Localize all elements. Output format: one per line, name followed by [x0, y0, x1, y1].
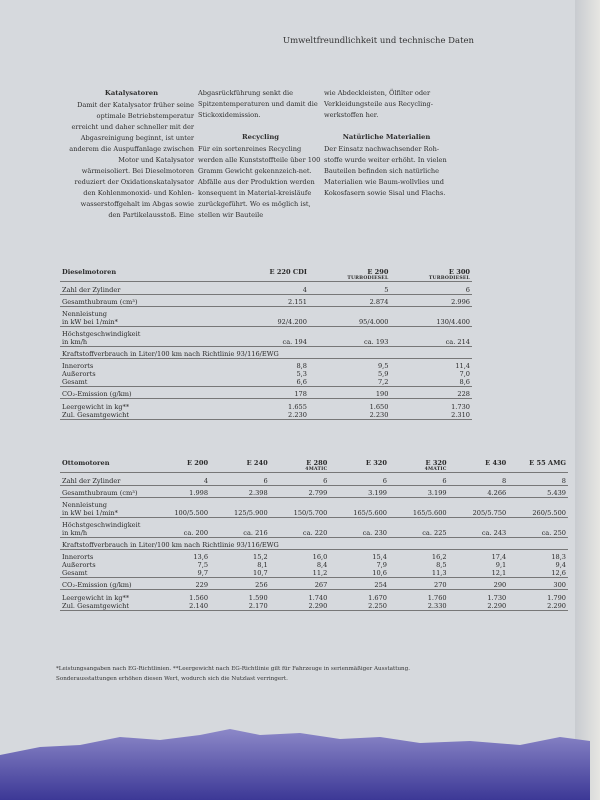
table-cell: 16,2 [431, 553, 447, 561]
row-label [60, 298, 228, 307]
consumption-heading-row [60, 350, 472, 359]
model-subtitle: TURBODIESEL [428, 276, 470, 281]
consumption-row [60, 553, 568, 561]
row-label-text: Nennleistung [62, 501, 108, 509]
table-cell: 10,7 [210, 569, 270, 578]
table-cell: 11,3 [389, 569, 449, 578]
intro-column-2 [198, 88, 323, 232]
row-label: Leergewicht in kg** [62, 594, 130, 602]
row-label-sub: in km/h [62, 529, 88, 537]
row-label-text: Nennleistung [62, 310, 108, 318]
table-cell: 11,4 [455, 362, 470, 370]
table-cell: 7,9 [376, 561, 387, 569]
consumption-label: Kraftstoffverbrauch in Liter/100 km nach Richtlinie 93/116/EWG [60, 350, 472, 359]
table-cell: 2.151 [228, 298, 309, 307]
model-name: E 300 [448, 268, 470, 276]
table-cell: 260/5.500 [508, 501, 568, 518]
table-cell: 3.199 [329, 489, 389, 498]
table-cell: 8,4 [316, 561, 328, 569]
model-name: E 240 [246, 459, 268, 467]
model-name: E 220 CDI [269, 268, 307, 276]
table-cell: 267 [270, 581, 330, 590]
table-cell: 12,1 [449, 569, 509, 578]
row-label: Leergewicht in kg** [62, 403, 130, 411]
row-label-text: Gesamthubraum (cm³) [62, 298, 138, 306]
table-cell: 1.650 [369, 403, 389, 411]
table-cell: 1.590 [248, 594, 268, 602]
consumption-row [60, 362, 472, 370]
row-label-text: Höchstgeschwindigkeit [62, 330, 141, 338]
row-label-text: Zahl der Zylinder [62, 286, 121, 294]
table-title: Dieselmotoren [60, 268, 228, 282]
table-title: Ottomotoren [60, 459, 150, 473]
table-cell: 6 [210, 477, 270, 486]
table-cell: 3.199 [389, 489, 449, 498]
table-row [60, 501, 568, 518]
table-cell: 229 [150, 581, 210, 590]
row-label [60, 521, 150, 538]
table-cell: 2.290 [508, 602, 568, 611]
table-cell: 190 [309, 390, 391, 399]
table-cell: ca. 230 [329, 521, 389, 538]
model-header [228, 268, 309, 282]
table-row [60, 298, 472, 307]
table-cell: 2.250 [329, 602, 389, 611]
table-cell: 15,4 [372, 553, 387, 561]
table-cell: 2.799 [270, 489, 330, 498]
model-header [309, 268, 391, 282]
table-cell: 6 [389, 477, 449, 486]
row-label-sub: in kW bei 1/min* [62, 318, 118, 326]
table-cell: 16,0 [312, 553, 328, 561]
table-cell: 2.310 [390, 411, 472, 420]
table-cell: 1.730 [487, 594, 507, 602]
model-name: E 430 [485, 459, 507, 467]
text-materialien: Der Einsatz nachwachsender Roh-stoffe wurde weiter erhöht. In vielen Bauteilen befinden sich natürliche Materialien wie Baum-wollvlies und Kokosfasern sowie Sisal und Flachs. [324, 145, 447, 197]
table-cell: 9,5 [377, 362, 389, 370]
model-header [270, 459, 330, 473]
table-cell: 10,6 [329, 569, 389, 578]
intro-column-3 [324, 88, 449, 210]
table-cell: 2.290 [449, 602, 509, 611]
table-cell: 1.760 [427, 594, 447, 602]
gross-weight-row [60, 602, 568, 611]
table-cell: 1.998 [150, 489, 210, 498]
table-cell: 15,2 [253, 553, 268, 561]
table-cell: 130/4.400 [390, 310, 472, 327]
table-cell: 8 [508, 477, 568, 486]
otto-table [60, 459, 568, 611]
model-name: E 55 AMG [529, 459, 566, 467]
row-label: Innerorts [62, 362, 94, 370]
model-header [329, 459, 389, 473]
model-name: E 280 [306, 459, 328, 467]
intro-column-1 [69, 88, 194, 232]
table-cell: 8,5 [436, 561, 447, 569]
table-cell: 178 [228, 390, 309, 399]
table-cell: 95/4.000 [309, 310, 391, 327]
table-cell: 1.670 [368, 594, 387, 602]
table-cell: 2.996 [390, 298, 472, 307]
model-subtitle: 4MATIC [305, 467, 328, 472]
mountain-illustration [0, 715, 590, 800]
row-label [60, 286, 228, 295]
table-cell: 8,1 [257, 561, 268, 569]
row-label-sub: in kW bei 1/min* [62, 509, 118, 517]
model-subtitle: TURBODIESEL [347, 276, 389, 281]
table-cell: 8,8 [296, 362, 307, 370]
table-cell: 2.230 [228, 411, 309, 420]
row-label: Außerorts [62, 370, 96, 378]
table-cell: 12,6 [508, 569, 568, 578]
text-recycling: Für ein sortenreines Recycling werden alle Kunststoffteile über 100 Gramm Gewicht gekennzeich-net. Abfälle aus der Produktion werden konsequent in Material-kreisläufe zurückgeführt. Wo es möglich ist, stellen wir Bauteile [198, 145, 321, 219]
table-cell: 1.730 [451, 403, 470, 411]
row-label: CO₂-Emission (g/km) [60, 390, 228, 399]
row-label: Gesamt [60, 569, 150, 578]
table-cell: 7,5 [197, 561, 209, 569]
consumption-row [60, 561, 568, 569]
row-label-text: Gesamthubraum (cm³) [62, 489, 138, 497]
text-verkleidung: wie Abdeckleisten, Ölfilter oder Verkleidungsteile aus Recycling-werkstoffen her. [324, 89, 433, 119]
row-label: Zul. Gesamtgewicht [60, 411, 228, 420]
model-name: E 290 [367, 268, 389, 276]
table-cell: 254 [329, 581, 389, 590]
gross-weight-row [60, 411, 472, 420]
table-cell: ca. 194 [228, 330, 309, 347]
table-cell: 8 [449, 477, 509, 486]
row-label: Außerorts [62, 561, 96, 569]
table-cell: ca. 250 [508, 521, 568, 538]
consumption-row [60, 569, 568, 578]
table-cell: 17,4 [491, 553, 507, 561]
consumption-heading-row [60, 541, 568, 550]
table-cell: 165/5.600 [389, 501, 449, 518]
table-cell: 2.290 [270, 602, 330, 611]
heading-materialien: Natürliche Materialien [342, 133, 431, 141]
row-label-text: Höchstgeschwindigkeit [62, 521, 141, 529]
table-cell: 6 [329, 477, 389, 486]
consumption-row [60, 370, 472, 378]
table-row [60, 521, 568, 538]
table-cell: 100/5.500 [150, 501, 210, 518]
table-cell: 2.398 [210, 489, 270, 498]
table-cell: 9,1 [495, 561, 507, 569]
table-cell: 9,4 [555, 561, 566, 569]
table-header-row [60, 268, 472, 282]
table-cell: 4.266 [449, 489, 509, 498]
model-name: E 320 [425, 459, 447, 467]
table-cell: ca. 193 [309, 330, 391, 347]
table-cell: 2.230 [309, 411, 391, 420]
table-cell: ca. 225 [389, 521, 449, 538]
text-abgas: Abgasrückführung senkt die Spitzentemperaturen und damit die Stickoxidemission. [198, 89, 318, 119]
table-cell: 6 [270, 477, 330, 486]
table-cell: ca. 243 [449, 521, 509, 538]
row-label-text: Zahl der Zylinder [62, 477, 121, 485]
model-header [449, 459, 509, 473]
model-header [390, 268, 472, 282]
table-cell: 150/5.700 [270, 501, 330, 518]
table-cell: 9,7 [150, 569, 210, 578]
table-header-row [60, 459, 568, 473]
table-cell: 18,3 [551, 553, 566, 561]
text-katalysatoren: Damit der Katalysator früher seine optimale Betriebstemperatur erreicht und daher schneller mit der Abgasreinigung beginnt, ist unter anderem die Auspuffanlage zwischen Motor und Katalysator wärmeisoliert. Bei Dieselmotoren reduziert der Oxidationskatalysator den Kohlenmonoxid- und Kohlen-wasserstoffgehalt im Abgas sowie den Partikelausstoß. Eine [69, 101, 194, 219]
table-cell: 92/4.200 [228, 310, 309, 327]
table-row [60, 330, 472, 347]
table-row [60, 286, 472, 295]
table-cell: ca. 216 [210, 521, 270, 538]
table-cell: 4 [228, 286, 309, 295]
table-cell: 205/5.750 [449, 501, 509, 518]
table-cell: 7,0 [459, 370, 470, 378]
table-cell: 4 [150, 477, 210, 486]
model-header [508, 459, 568, 473]
table-cell: 6 [390, 286, 472, 295]
co2-row [60, 390, 472, 399]
table-cell: 1.655 [288, 403, 307, 411]
consumption-row [60, 378, 472, 387]
table-row [60, 310, 472, 327]
table-cell: 256 [210, 581, 270, 590]
table-cell: 5 [309, 286, 391, 295]
row-label [60, 477, 150, 486]
table-cell: 1.560 [189, 594, 209, 602]
table-cell: ca. 220 [270, 521, 330, 538]
row-label: Gesamt [60, 378, 228, 387]
weight-row [60, 403, 472, 411]
model-header [210, 459, 270, 473]
model-header [389, 459, 449, 473]
row-label [60, 310, 228, 327]
table-cell: 1.740 [308, 594, 328, 602]
heading-recycling: Recycling [241, 133, 280, 141]
heading-katalysatoren: Katalysatoren [104, 89, 159, 97]
table-cell: 5,9 [377, 370, 389, 378]
table-cell: 11,2 [270, 569, 330, 578]
table-cell: 8,6 [390, 378, 472, 387]
table-cell: 2.140 [150, 602, 210, 611]
row-label: Zul. Gesamtgewicht [60, 602, 150, 611]
row-label: CO₂-Emission (g/km) [60, 581, 150, 590]
page-edge [575, 0, 600, 800]
table-row [60, 477, 568, 486]
table-cell: 2.330 [389, 602, 449, 611]
table-cell: 270 [389, 581, 449, 590]
footnote-line-2: Sonderausstattungen erhöhen diesen Wert, wodurch sich die Nutzlast verringert. [56, 676, 288, 682]
table-cell: 7,2 [309, 378, 391, 387]
table-cell: 2.170 [210, 602, 270, 611]
table-cell: ca. 200 [150, 521, 210, 538]
weight-row [60, 594, 568, 602]
table-cell: 2.874 [309, 298, 391, 307]
table-cell: 6,6 [228, 378, 309, 387]
table-cell: 5,3 [296, 370, 307, 378]
model-subtitle: 4MATIC [424, 467, 447, 472]
table-cell: 165/5.600 [329, 501, 389, 518]
footnote [56, 664, 556, 684]
mountain-ridge [0, 729, 590, 800]
model-name: E 200 [186, 459, 209, 467]
row-label [60, 489, 150, 498]
row-label [60, 330, 228, 347]
table-cell: ca. 214 [390, 330, 472, 347]
table-cell: 300 [508, 581, 568, 590]
model-header [150, 459, 210, 473]
table-row [60, 489, 568, 498]
table-cell: 5.439 [508, 489, 568, 498]
row-label: Innerorts [62, 553, 94, 561]
row-label [60, 501, 150, 518]
consumption-label: Kraftstoffverbrauch in Liter/100 km nach Richtlinie 93/116/EWG [60, 541, 568, 550]
co2-row [60, 581, 568, 590]
table-cell: 125/5.900 [210, 501, 270, 518]
table-cell: 228 [390, 390, 472, 399]
footnote-line-1: *Leistungsangaben nach EG-Richtlinien. **Leergewicht nach EG-Richtlinie gilt für Fahrzeuge in serienmäßiger Ausstattung. [56, 666, 411, 672]
table-cell: 1.790 [547, 594, 566, 602]
row-label-sub: in km/h [62, 338, 88, 346]
model-name: E 320 [365, 459, 387, 467]
table-cell: 13,6 [193, 553, 209, 561]
diesel-table [60, 268, 472, 420]
table-cell: 290 [449, 581, 509, 590]
page-header: Umweltfreundlichkeit und technische Daten [282, 36, 474, 46]
